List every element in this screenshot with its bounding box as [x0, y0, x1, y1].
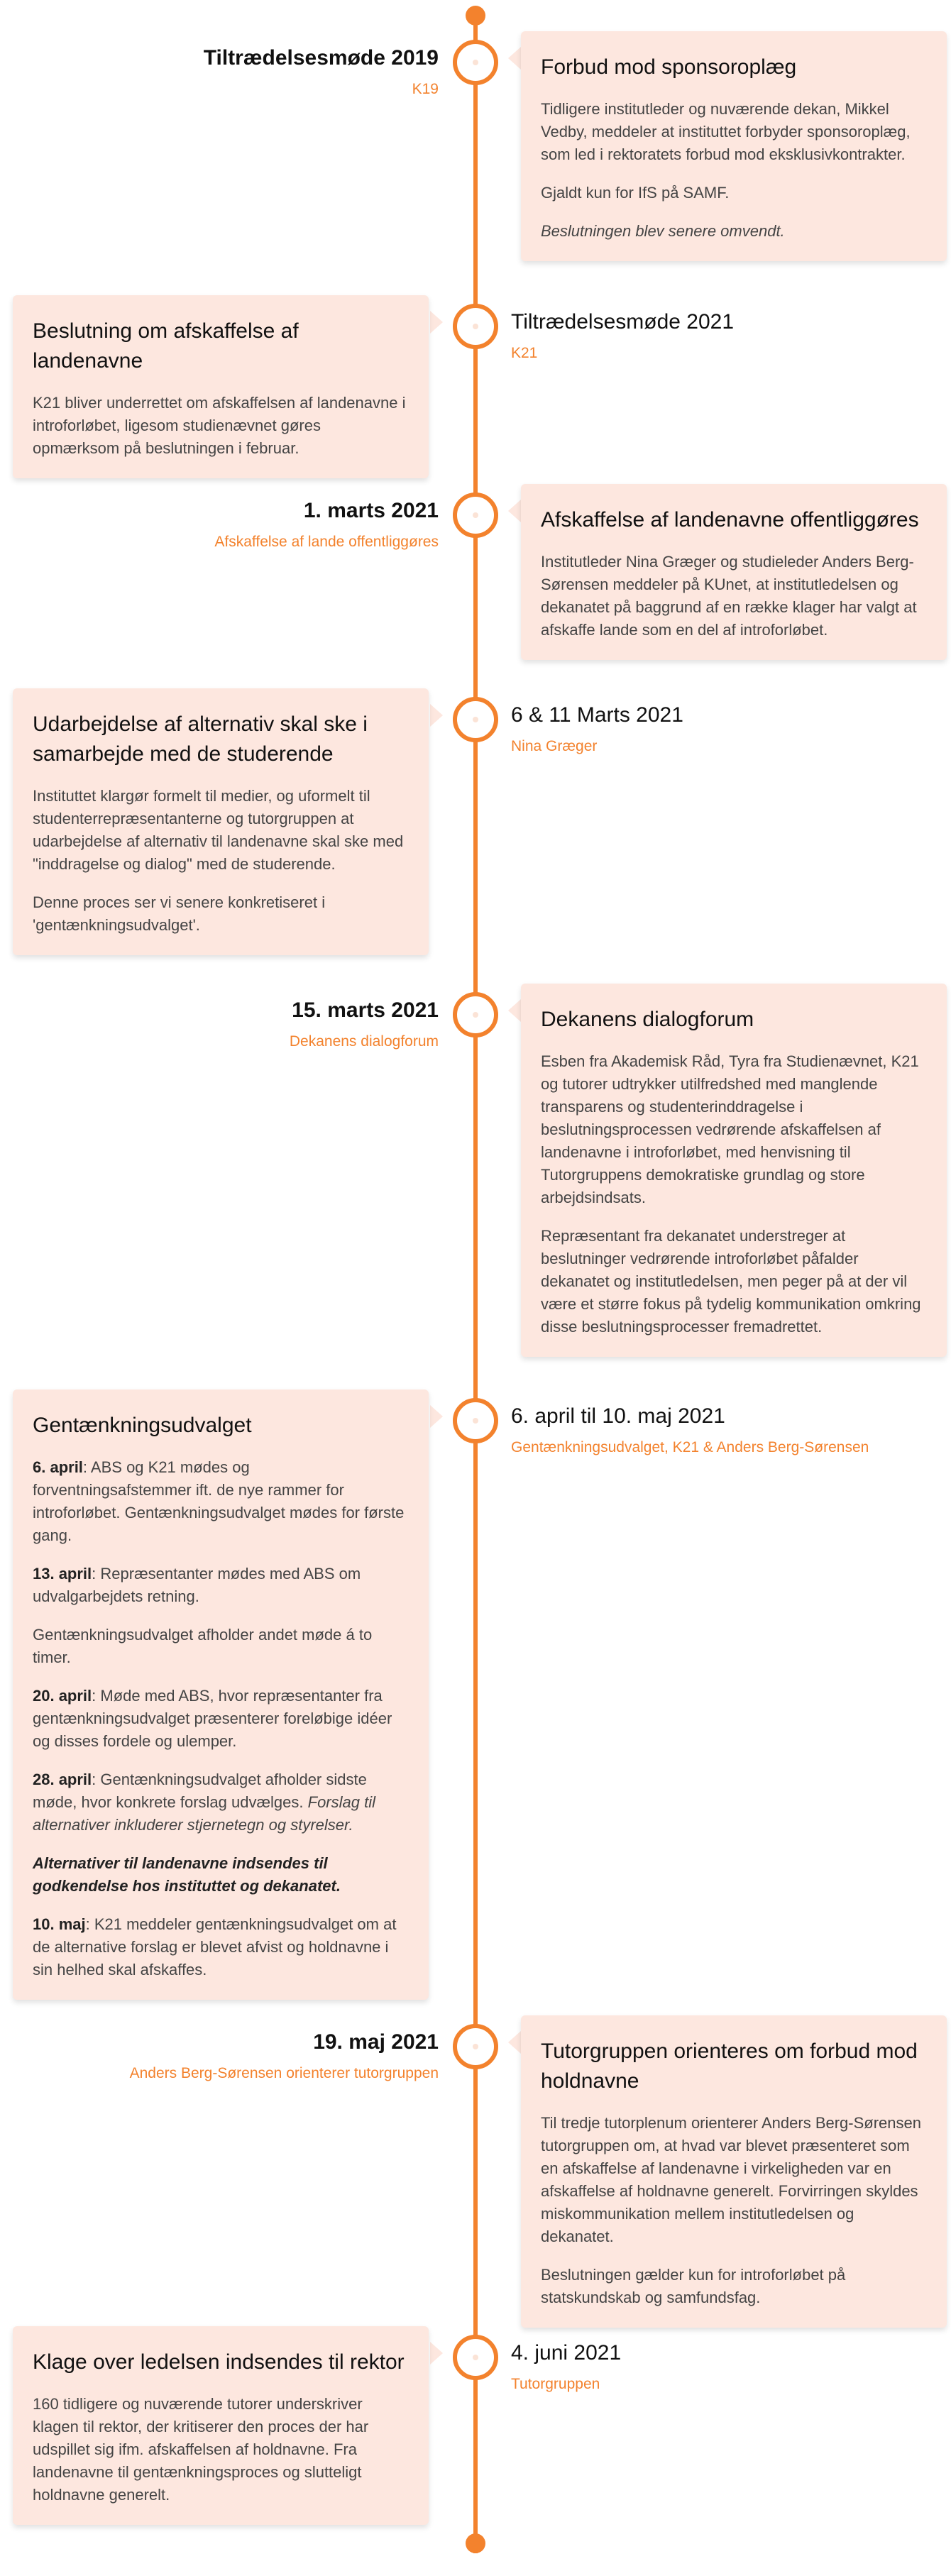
card-text: Tidligere institutleder og nuværende dekan, Mikkel Vedby, meddeler at instituttet forbyder sponsoroplæg, som led i rektoratets forbud mod eksklusivkontrakter.: [541, 100, 911, 163]
event-date: 15. marts 2021: [292, 998, 439, 1022]
event-date-block: [214, 497, 439, 554]
card-title: Dekanens dialogforum: [541, 1008, 754, 1031]
event-date: 19. maj 2021: [313, 2030, 439, 2054]
event-date: 4. juni 2021: [511, 2341, 622, 2365]
timeline-line: [473, 16, 478, 2553]
event-date: 6 & 11 Marts 2021: [511, 703, 683, 727]
card-text: 160 tidligere og nuværende tutorer underskriver klagen til rektor, der kritiserer den proces der har udspillet sig ifm. afskaffelsen af holdnavne. Fra landenavne til gentænkningsproces og slutteligt holdnavne generelt.: [33, 2395, 369, 2504]
card-pointer: [430, 2342, 443, 2365]
timeline-marker-icon: [453, 492, 498, 538]
event-date: Tiltrædelsesmøde 2021: [511, 310, 735, 334]
timeline-start-dot-icon: [466, 6, 485, 26]
card-pointer: [430, 1405, 443, 1428]
card-text-span: : Gentænkningsudvalget afholder sidste møde, hvor konkrete forslag udvælges.: [33, 1771, 367, 1811]
event-date-block: [130, 2028, 439, 2085]
event-subtitle: Dekanens dialogforum: [289, 1033, 439, 1050]
card-text-bold-italic: Alternativer til landenavne indsendes til godkendelse hos instituttet og dekanatet.: [33, 1854, 341, 1895]
event-card: [521, 484, 947, 660]
card-text: Institutleder Nina Græger og studieleder Anders Berg-Sørensen meddeler på KUnet, at institutledelsen og dekanatet på baggrund af en række klager har valgt at afskaffe lande som en del af introforløbet.: [541, 553, 917, 639]
event-date: Tiltrædelsesmøde 2019: [203, 46, 439, 70]
timeline-marker-icon: [453, 2024, 498, 2069]
event-card: [521, 31, 947, 261]
timeline-marker-icon: [453, 40, 498, 85]
card-pointer: [508, 500, 521, 522]
card-text: [33, 1768, 409, 1837]
card-text: [33, 1852, 409, 1898]
card-pointer: [508, 2031, 521, 2054]
card-title: Tutorgruppen orienteres om forbud mod holdnavne: [541, 2040, 918, 2093]
card-title: Klage over ledelsen indsendes til rektor: [33, 2350, 405, 2374]
card-text-italic: Forslag til alternativer inkluderer stjernetegn og styrelser.: [33, 1793, 375, 1834]
card-date-bold: 13. april: [33, 1565, 92, 1583]
event-card: [13, 1389, 429, 2000]
card-pointer: [430, 311, 443, 334]
event-date: 1. marts 2021: [303, 499, 439, 522]
event-date-block: [511, 701, 683, 758]
timeline-marker-icon: [453, 697, 498, 742]
card-title: Afskaffelse af landenavne offentliggøres: [541, 508, 919, 532]
timeline-marker-icon: [453, 2335, 498, 2380]
card-pointer: [508, 999, 521, 1022]
card-text-span: : Møde med ABS, hvor repræsentanter fra gentænkningsudvalget præsenterer foreløbige idéer og disses fordele og ulemper.: [33, 1687, 392, 1750]
card-text: Gentænkningsudvalget afholder andet møde á to timer.: [33, 1626, 373, 1666]
event-subtitle: Nina Græger: [511, 738, 598, 754]
event-subtitle: Afskaffelse af lande offentliggøres: [214, 534, 439, 550]
card-pointer: [508, 47, 521, 70]
timeline-marker-icon: [453, 304, 498, 349]
event-date-block: [511, 1402, 869, 1459]
card-text: [33, 1685, 409, 1753]
card-text: K21 bliver underrettet om afskaffelsen af landenavne i introforløbet, ligesom studienævnet gøres opmærksom på beslutningen i februar.: [33, 394, 406, 457]
card-title: Gentænkningsudvalget: [33, 1414, 252, 1437]
card-text: Til tredje tutorplenum orienterer Anders Berg-Sørensen tutorgruppen om, at hvad var blevet præsenteret som en afskaffelse af landenavne i virkeligheden var en afskaffelse af holdnavne generelt. Forvirringen skyldes miskommunikation mellem institutledelsen og dekanatet.: [541, 2114, 921, 2245]
card-text: Beslutningen gælder kun for introforløbet på statskundskab og samfundsfag.: [541, 2266, 846, 2306]
event-subtitle: K19: [412, 81, 439, 97]
card-title: Forbud mod sponsoroplæg: [541, 55, 797, 79]
event-date-block: [204, 44, 439, 101]
card-pointer: [430, 704, 443, 727]
card-title: Beslutning om afskaffelse af landenavne: [33, 319, 299, 373]
card-text-span: : Repræsentanter mødes med ABS om udvalgarbejdets retning.: [33, 1565, 361, 1605]
card-text: [33, 1913, 409, 1981]
event-date-block: [511, 2339, 621, 2396]
card-text-span: : ABS og K21 mødes og forventningsafstemmer ift. de nye rammer for introforløbet. Gentænkningsudvalget mødes for første gang.: [33, 1458, 405, 1544]
card-date-bold: 20. april: [33, 1687, 92, 1705]
card-date-bold: 28. april: [33, 1771, 92, 1788]
card-text: [33, 1563, 409, 1608]
card-text: [33, 1456, 409, 1547]
card-text: Esben fra Akademisk Råd, Tyra fra Studienævnet, K21 og tutorer udtrykker utilfredshed med manglende transparens og studenterinddragelse i beslutningsprocessen vedrørende afskaffelsen af landenavne i introforløbet, med henvisning til Tutorgruppens demokratiske grundlag og store arbejdsindsats.: [541, 1052, 919, 1206]
card-title: Udarbejdelse af alternativ skal ske i samarbejde med de studerende: [33, 712, 368, 766]
card-date-bold: 10. maj: [33, 1915, 86, 1933]
card-text-span: : K21 meddeler gentænkningsudvalget om at de alternative forslag er blevet afvist og holdnavne i sin helhed skal afskaffes.: [33, 1915, 397, 1978]
card-text: Instituttet klargør formelt til medier, og uformelt til studenterrepræsentanterne og tutorgruppen at udarbejdelse af alternativ til landenavne skal ske med "inddragelse og dialog" med de studerende.: [33, 787, 404, 873]
event-card: [521, 2015, 947, 2328]
event-subtitle: K21: [511, 345, 538, 361]
timeline-end-dot-icon: [466, 2533, 485, 2553]
event-date: 6. april til 10. maj 2021: [511, 1404, 725, 1428]
card-date-bold: 6. april: [33, 1458, 83, 1476]
event-card: [521, 984, 947, 1357]
event-subtitle: Tutorgruppen: [511, 2376, 600, 2392]
card-text: Denne proces ser vi senere konkretiseret i 'gentænkningsudvalget'.: [33, 893, 326, 934]
event-subtitle: Gentænkningsudvalget, K21 & Anders Berg-Sørensen: [511, 1439, 869, 1455]
card-text: Beslutningen blev senere omvendt.: [541, 222, 785, 240]
event-subtitle: Anders Berg-Sørensen orienterer tutorgruppen: [129, 2065, 439, 2081]
timeline-marker-icon: [453, 1398, 498, 1443]
event-date-block: [511, 308, 734, 365]
event-card: [13, 688, 429, 955]
event-card: [13, 295, 429, 478]
card-text: Gjaldt kun for IfS på SAMF.: [541, 184, 730, 202]
card-text: Repræsentant fra dekanatet understreger at beslutninger vedrørende introforløbet påfalder dekanatet og institutledelsen, men peger på at der vil være et større fokus på tydelig kommunikation omkring disse beslutningsprocesser fremadrettet.: [541, 1227, 921, 1336]
timeline-marker-icon: [453, 992, 498, 1037]
event-card: [13, 2326, 429, 2525]
event-date-block: [290, 996, 439, 1053]
